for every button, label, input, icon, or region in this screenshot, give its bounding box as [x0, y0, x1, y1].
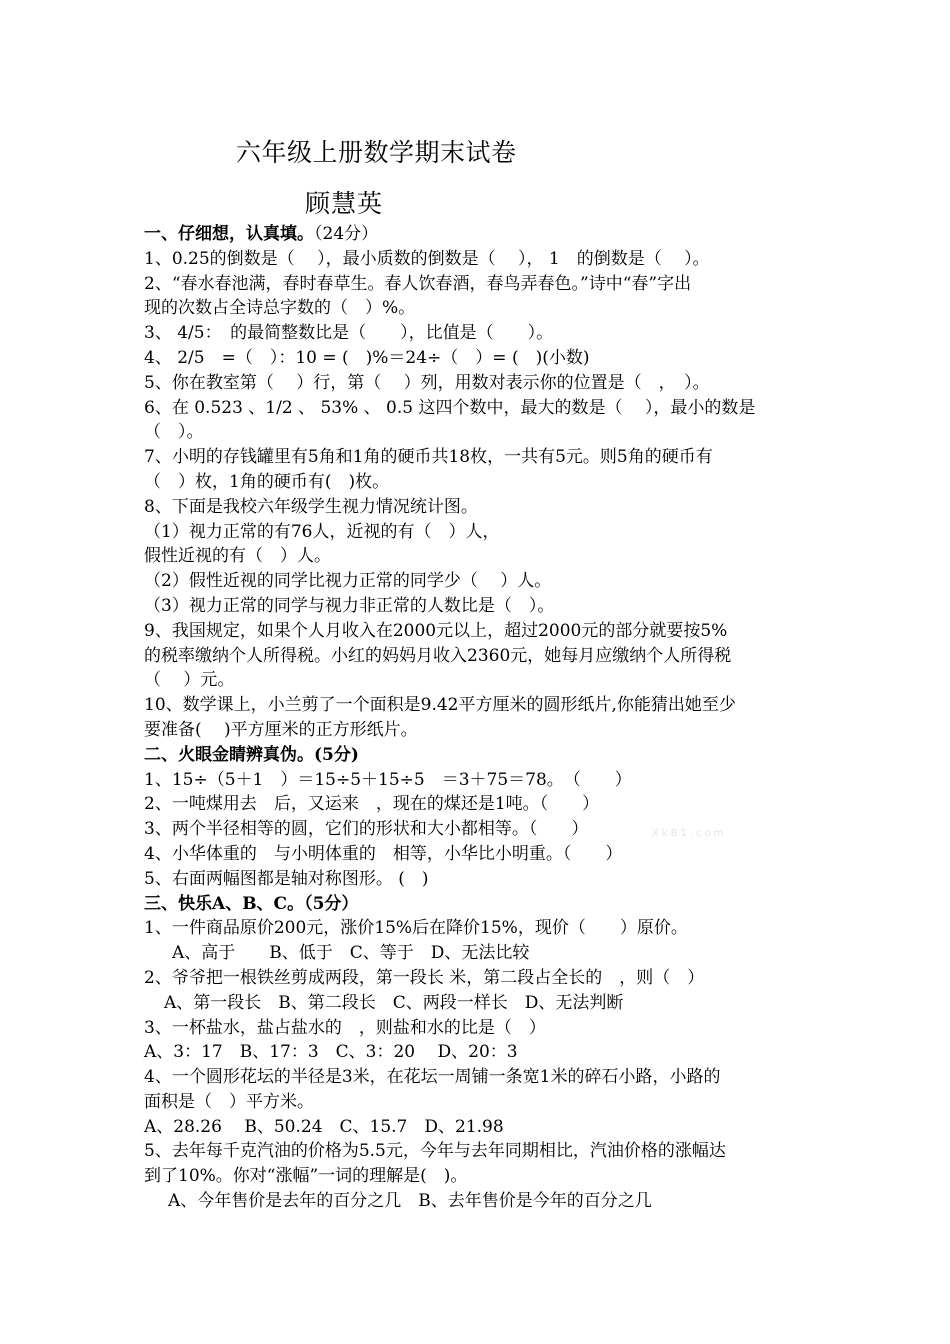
question-1-1: 1、0.25的倒数是（ ），最小质数的倒数是（ ）， 1 的倒数是（ ）。	[144, 248, 710, 269]
section-heading-multiple-choice: 三、快乐A、B、C。（5分）	[144, 893, 359, 914]
watermark: XkB1.com	[652, 828, 727, 839]
question-2-4: 4、小华体重的 与小明体重的 相等，小华比小明重。（ ）	[144, 843, 623, 864]
question-1-8-part1-cont: 假性近视的有（ ）人。	[144, 546, 331, 567]
question-1-6: 6、在 0.523 、1/2 、 53% 、 0.5 这四个数中，最大的数是（ ），最小的数是	[144, 397, 756, 418]
page-title: 六年级上册数学期末试卷	[236, 138, 517, 167]
question-3-1-options: A、高于 B、低于 C、等于 D、无法比较	[172, 943, 530, 964]
question-1-9-cont2: （ ）元。	[144, 670, 235, 691]
question-1-9-cont: 的税率缴纳个人所得税。小红的妈妈月收入2360元，她每月应缴纳个人所得税	[144, 645, 732, 666]
question-1-6-cont: （ ）。	[144, 422, 204, 443]
question-3-5: 5、去年每千克汽油的价格为5.5元，今年与去年同期相比，汽油价格的涨幅达	[144, 1141, 726, 1162]
question-3-4-options: A、28.26 B、50.24 C、15.7 D、21.98	[144, 1116, 504, 1137]
question-2-5: 5、右面两幅图都是轴对称图形。 ( )	[144, 868, 429, 889]
question-3-2-options: A、第一段长 B、第二段长 C、两段一样长 D、无法判断	[164, 992, 624, 1013]
question-3-3: 3、一杯盐水，盐占盐水的 ，则盐和水的比是（ ）	[144, 1017, 546, 1038]
question-1-8-part1: （1）视力正常的有76人，近视的有（ ）人，	[144, 521, 500, 542]
question-1-3: 3、 4/5： 的最简整数比是（ ），比值是（ ）。	[144, 323, 554, 344]
author-name: 顾慧英	[305, 189, 384, 218]
question-1-2: 2、“春水春池满，春时春草生。春人饮春酒，春鸟弄春色。”诗中“春”字出	[144, 273, 692, 294]
question-1-2-cont: 现的次数占全诗总字数的（ ）%。	[144, 298, 416, 319]
question-3-3-options: A、3：17 B、17：3 C、3：20 D、20：3	[144, 1042, 518, 1063]
question-2-1: 1、15÷（5＋1 ）＝15÷5＋15÷5 ＝3＋75＝78。 （ ）	[144, 769, 632, 790]
question-3-4: 4、一个圆形花坛的半径是3米，在花坛一周铺一条宽1米的碎石小路，小路的	[144, 1067, 721, 1088]
question-1-8-part2: （2）假性近视的同学比视力正常的同学少（ ）人。	[144, 571, 552, 592]
question-3-4-cont: 面积是（ ）平方米。	[144, 1091, 314, 1112]
question-1-10: 10、数学课上，小兰剪了一个面积是9.42平方厘米的圆形纸片,你能猜出她至少	[144, 695, 736, 716]
question-3-5-options: A、今年售价是去年的百分之几 B、去年售价是今年的百分之几	[168, 1191, 652, 1212]
question-2-3: 3、两个半径相等的圆，它们的形状和大小都相等。（ ）	[144, 819, 589, 840]
exam-content	[144, 222, 814, 1214]
question-1-8-part3: （3）视力正常的同学与视力非正常的人数比是（ ）。	[144, 595, 555, 616]
question-3-1: 1、一件商品原价200元，涨价15%后在降价15%，现价（ ）原价。	[144, 918, 688, 939]
question-3-5-cont: 到了10%。你对“涨幅”一词的理解是( )。	[144, 1166, 468, 1187]
question-1-7: 7、小明的存钱罐里有5角和1角的硬币共18枚，一共有5元。则5角的硬币有	[144, 447, 713, 468]
question-3-2: 2、爷爷把一根铁丝剪成两段，第一段长 米，第二段占全长的 ，则（ ）	[144, 967, 705, 988]
question-1-9: 9、我国规定，如果个人月收入在2000元以上，超过2000元的部分就要按5%	[144, 620, 728, 641]
question-1-10-cont: 要准备( )平方厘米的正方形纸片。	[144, 719, 418, 740]
section-heading-true-false: 二、火眼金睛辨真伪。(5分)	[144, 744, 359, 765]
question-1-4: 4、 2/5 =（ ）：10 = ( )%＝24÷（ ）= ( )(小数)	[144, 347, 590, 368]
section-heading-fill-blanks: 一、仔细想，认真填。（24分）	[144, 224, 379, 244]
question-1-5: 5、你在教室第（ ）行，第（ ）列，用数对表示你的位置是（ ， ）。	[144, 372, 710, 393]
question-1-8: 8、下面是我校六年级学生视力情况统计图。	[144, 496, 478, 517]
question-2-2: 2、一吨煤用去 后，又运来 ，现在的煤还是1吨。（ ）	[144, 794, 600, 815]
question-1-7-cont: （ ）枚，1角的硬币有( )枚。	[144, 471, 390, 492]
